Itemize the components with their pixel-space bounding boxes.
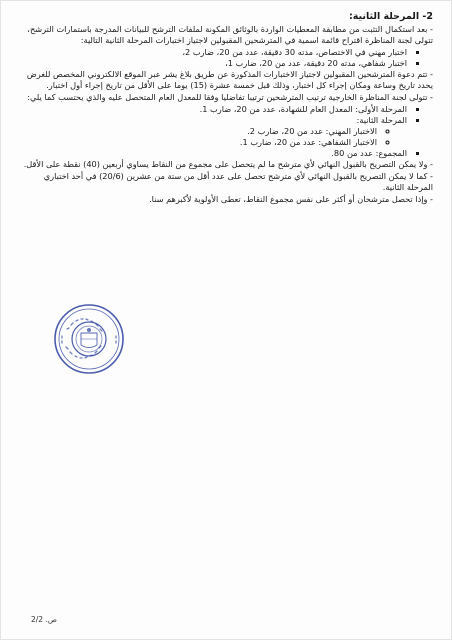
phase-two-oral: ◦ الاختبار الشفاهي: عدد من 20، ضارب 1. (19, 137, 377, 148)
phase-two (19, 115, 407, 148)
document-body (19, 11, 433, 206)
phase-two-items (19, 126, 407, 148)
phase-one: ▪ المرحلة الأولى: المعدل العام للشهادة، عدد من 20، ضارب 1. (19, 104, 407, 115)
paragraph-tie-break: - وإذا تحصل مترشحان أو أكثر على نفس مجموع النقاط، تعطى الأولوية لأكبرهم سنا. (149, 194, 433, 204)
paragraph-min-score: - كما لا يمكن التصريح بالقبول النهائي لأي مترشح تحصل على عدد أقل من ستة من عشرين (20/6) في أحد اختباري المرحلة الثانية. (43, 171, 433, 192)
page-number: ص. 2/2 (31, 615, 57, 624)
phases-list (19, 104, 433, 159)
phase-two-professional: ◦ الاختبار المهني: عدد من 20، ضارب 2. (19, 126, 377, 137)
tests-list (19, 47, 433, 69)
paragraph-candidates-list: - بعد استكمال التثبت من مطابقة المعطيات الواردة بالوثائق المكونة لملفات الترشح للبيانات المدرجة باستمارات الترشح، تتولى لجنة المناظرة اقتراح قائمة اسمية في المترشحين المقبولين لاجتياز اختبارات المرحلة الثانية التالية: (27, 24, 433, 45)
paragraph-invitation: - تتم دعوة المترشحين المقبولين لاجتياز الاختبارات المذكورة عن طريق بلاغ يشر عبر الموقع الالكتروني المخصص للغرض يحدد تاريخ وساعة ومكان إجراء كل اختبار، وذلك قبل خمسة عشرة (15) يوما على الأقل من تاريخ إجراء أول اختبار. (26, 69, 433, 90)
section-heading: 2- المرحلة الثانية: (348, 11, 433, 22)
test-professional: ▪ اختبار مهني في الاختصاص، مدته 30 دقيقة، عدد من 20، ضارب 2، (19, 47, 407, 58)
phase-two-label: المرحلة الثانية: (356, 115, 407, 125)
paragraph-min-total: - ولا يمكن التصريح بالقبول النهائي لأي مترشح ما لم يتحصل على مجموع من النقاط يساوي أربعين (40) نقطة على الأقل. (23, 159, 433, 169)
paragraph-ranking: - تتولى لجنة المناظرة الخارجية ترتيب المترشحين ترتيبا تفاضليا وفقا للمعدل العام المتحصل عليه والذي يحتسب كما يلي: (27, 92, 433, 102)
test-oral: ▪ اختبار شفاهي، مدته 20 دقيقة، عدد من 20، ضارب 1، (19, 58, 407, 69)
total-score: ▪ المجموع: عدد من 80. (19, 148, 407, 159)
official-stamp-seal (53, 303, 125, 375)
